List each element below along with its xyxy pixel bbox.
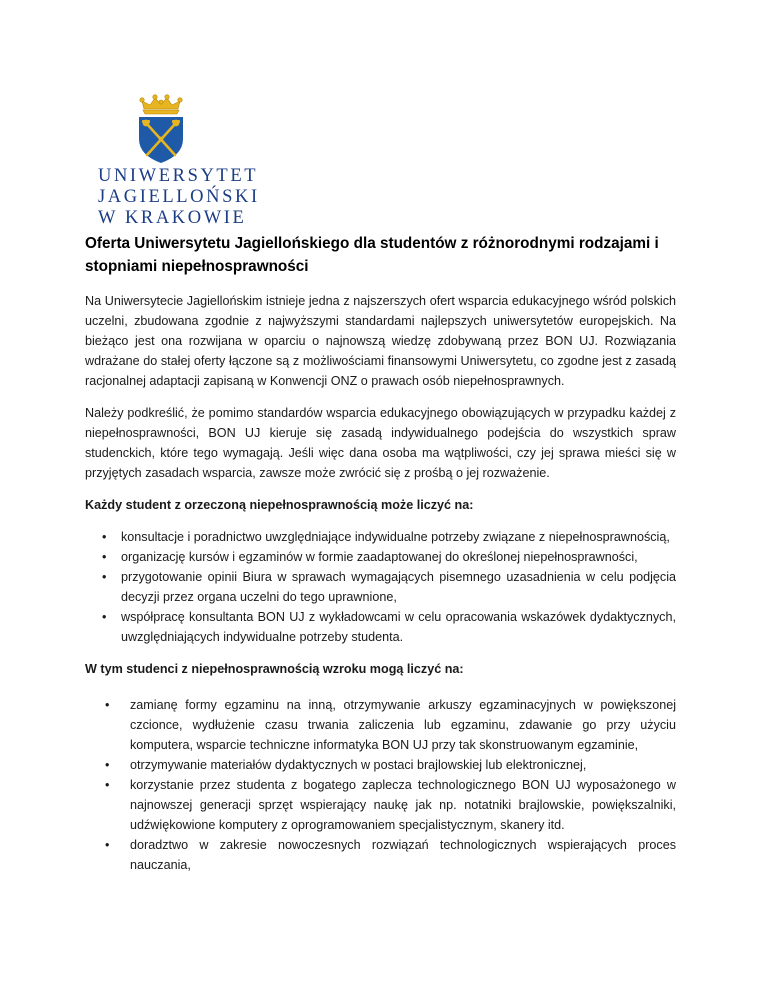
list-item-text: organizację kursów i egzaminów w formie zaadaptowanej do określonej niepełnosprawności, [121,550,638,564]
bullet-icon: • [102,570,107,584]
list-item [85,775,676,835]
list-item-text: otrzymywanie materiałów dydaktycznych w postaci brajlowskiej lub elektronicznej, [130,758,587,772]
bullet-icon: • [105,778,110,792]
bullet-icon: • [105,698,110,712]
bullet-icon: • [105,838,110,852]
list-item-text: zamianę formy egzaminu na inną, otrzymywanie arkuszy egzaminacyjnych w powiększonej czcionce, wydłużenie czasu trwania zaliczenia lub egzaminu, zdawanie go przy użyciu komputera, wsparcie techniczne informatyka BON UJ przy tak skonstruowanym egzaminie, [130,698,676,752]
visual-impairment-list [85,695,676,875]
list-item [85,607,676,647]
document-body [85,232,676,875]
bullet-icon: • [102,530,107,544]
list-item [85,567,676,607]
bullet-icon: • [105,758,110,772]
list-item-text: doradztwo w zakresie nowoczesnych rozwiązań technologicznych wspierających proces nauczania, [130,838,676,872]
list-item [85,835,676,875]
all-students-list [85,527,676,647]
list-item-text: korzystanie przez studenta z bogatego zaplecza technologicznego BON UJ wyposażonego w najnowszej generacji sprzęt wspierający naukę jak np. notatniki brajlowskie, powiększalniki, udźwiękowione komputery z oprogramowaniem specjalistycznym, skanery itd. [130,778,676,832]
logo-line-3: W KRAKOWIE [98,208,247,228]
university-name [98,166,260,229]
list-item-text: przygotowanie opinii Biura w sprawach wymagających pisemnego uzasadnienia w celu podjęcia decyzji przez organa uczelni do tego uprawnione, [121,570,676,604]
approach-paragraph: Należy podkreślić, że pomimo standardów wsparcia edukacyjnego obowiązujących w przypadku każdej z niepełnosprawności, BON UJ kieruje się zasadą indywidualnego podejścia do wszystkich spraw studenckich, które tego wymagają. Jeśli więc dana osoba ma wątpliwości, czy jej sprawa mieści się w przyjętych zasadach wsparcia, zawsze może zwrócić się z prośbą o jej rozważenie. [85,406,676,480]
list-item [85,755,676,775]
section-heading-all-students: Każdy student z orzeczoną niepełnosprawnością może liczyć na: [85,498,474,512]
list-item [85,547,676,567]
logo-line-1: UNIWERSYTET [98,166,259,186]
list-item [85,695,676,755]
document-title: Oferta Uniwersytetu Jagiellońskiego dla studentów z różnorodnymi rodzajami i stopniami niepełnosprawności [85,235,659,275]
bullet-icon: • [102,550,107,564]
list-item-text: konsultacje i poradnictwo uwzględniające indywidualne potrzeby związane z niepełnosprawnością, [121,530,670,544]
section-heading-visual-impairment: W tym studenci z niepełnosprawnością wzroku mogą liczyć na: [85,662,464,676]
crown-and-scepters-icon [133,93,189,165]
intro-paragraph: Na Uniwersytecie Jagiellońskim istnieje jedna z najszerszych ofert wsparcia edukacyjnego wśród polskich uczelni, zbudowana zgodnie z najwyższymi standardami najlepszych uniwersytetów europejskich. Na bieżąco jest ona rozwijana w oparciu o najnowszą wiedzę zdobywaną przez BON UJ. Rozwiązania wdrażane do stałej oferty łączone są z możliwościami finansowymi Uniwersytetu, co zgodne jest z zasadą racjonalnej adaptacji zapisaną w Konwencji ONZ o prawach osób niepełnosprawnych. [85,294,676,388]
list-item [85,527,676,547]
logo-line-2: JAGIELLOŃSKI [98,187,260,207]
bullet-icon: • [102,610,107,624]
list-item-text: współpracę konsultanta BON UJ z wykładowcami w celu opracowania wskazówek dydaktycznych, uwzględniających indywidualne potrzeby studenta. [121,610,676,644]
